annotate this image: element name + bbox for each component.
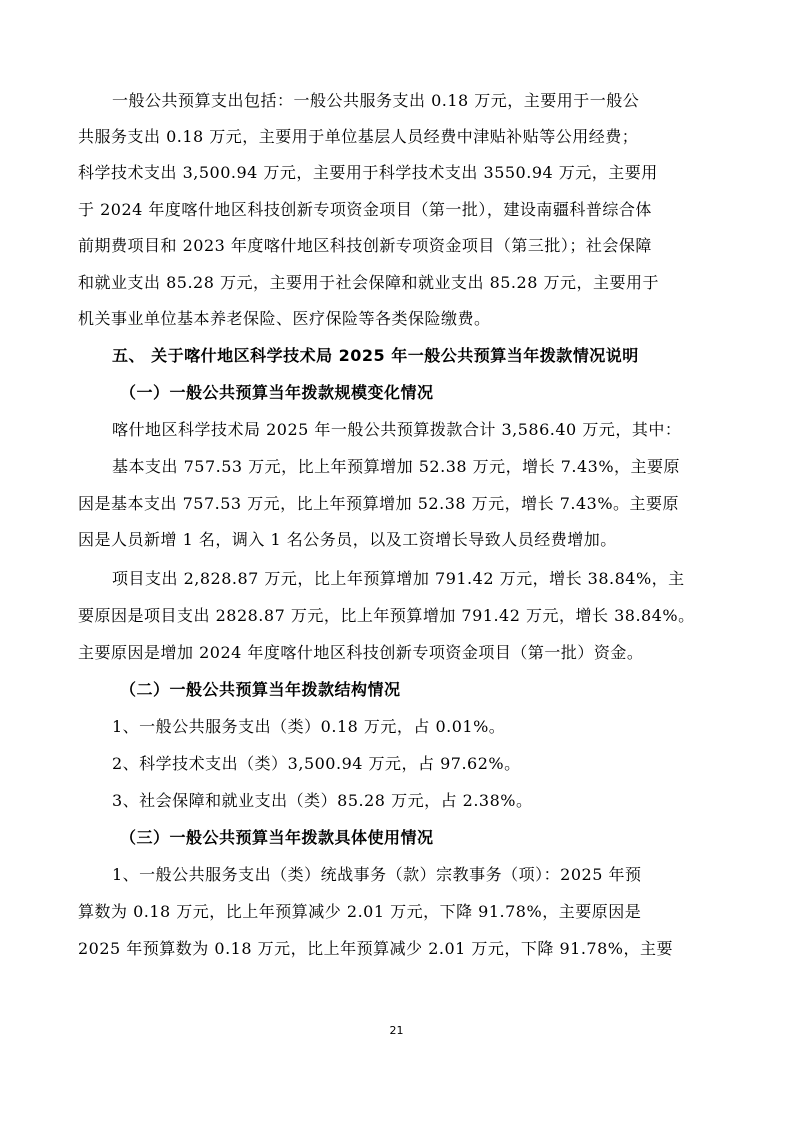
paragraph-line: 前期费项目和 2023 年度喀什地区科技创新专项资金项目（第三批）；社会保障 bbox=[78, 236, 652, 255]
paragraph-line: 1、一般公共服务支出（类）统战事务（款）宗教事务（项）：2025 年预 bbox=[112, 865, 642, 884]
paragraph-line: 科学技术支出 3,500.94 万元，主要用于科学技术支出 3550.94 万元，主要用 bbox=[78, 163, 658, 182]
paragraph-line: 机关事业单位基本养老保险、医疗保险等各类保险缴费。 bbox=[78, 309, 491, 328]
subsection-heading: （一）一般公共预算当年拨款规模变化情况 bbox=[120, 383, 434, 402]
paragraph-line: 一般公共预算支出包括：一般公共服务支出 0.18 万元，主要用于一般公 bbox=[112, 91, 640, 110]
paragraph-line: 因是人员新增 1 名，调入 1 名公务员，以及工资增长导致人员经费增加。 bbox=[78, 530, 617, 549]
page-number: 21 bbox=[389, 1024, 404, 1037]
subsection-heading: （二）一般公共预算当年拨款结构情况 bbox=[120, 680, 401, 699]
paragraph-line: 于 2024 年度喀什地区科技创新专项资金项目（第一批），建设南疆科普综合体 bbox=[78, 200, 652, 219]
paragraph-line: 因是基本支出 757.53 万元，比上年预算增加 52.38 万元，增长 7.43%。主要原 bbox=[78, 494, 680, 513]
paragraph-line: 喀什地区科学技术局 2025 年一般公共预算拨款合计 3,586.40 万元，其中： bbox=[112, 420, 682, 439]
paragraph-line: 算数为 0.18 万元，比上年预算减少 2.01 万元，下降 91.78%，主要原因是 bbox=[78, 902, 642, 921]
list-item: 3、社会保障和就业支出（类）85.28 万元，占 2.38%。 bbox=[112, 791, 533, 810]
paragraph-line: 2025 年预算数为 0.18 万元，比上年预算减少 2.01 万元，下降 91.78%，主要 bbox=[78, 939, 673, 958]
section-heading: 五、 关于喀什地区科学技术局 2025 年一般公共预算当年拨款情况说明 bbox=[112, 346, 639, 365]
list-item: 1、一般公共服务支出（类）0.18 万元，占 0.01%。 bbox=[112, 717, 506, 736]
paragraph-line: 项目支出 2,828.87 万元，比上年预算增加 791.42 万元，增长 38.84%，主 bbox=[112, 569, 685, 588]
paragraph-line: 共服务支出 0.18 万元，主要用于单位基层人员经费中津贴补贴等公用经费； bbox=[78, 127, 639, 146]
paragraph-line: 要原因是项目支出 2828.87 万元，比上年预算增加 791.42 万元，增长 38.84%。 bbox=[78, 606, 695, 625]
paragraph-line: 主要原因是增加 2024 年度喀什地区科技创新专项资金项目（第一批）资金。 bbox=[78, 643, 644, 662]
paragraph-line: 基本支出 757.53 万元，比上年预算增加 52.38 万元，增长 7.43%，主要原 bbox=[112, 457, 681, 476]
paragraph-line: 和就业支出 85.28 万元，主要用于社会保障和就业支出 85.28 万元，主要用于 bbox=[78, 273, 659, 292]
list-item: 2、科学技术支出（类）3,500.94 万元，占 97.62%。 bbox=[112, 754, 521, 773]
subsection-heading: （三）一般公共预算当年拨款具体使用情况 bbox=[120, 828, 434, 847]
